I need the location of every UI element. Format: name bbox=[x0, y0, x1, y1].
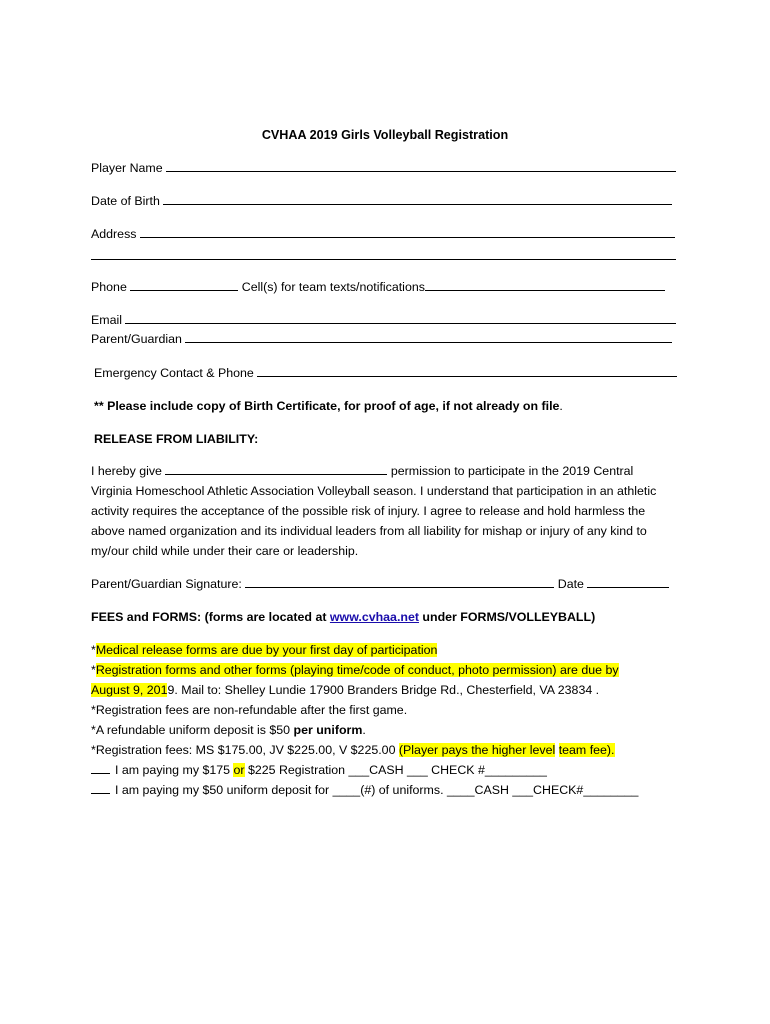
release-give-line bbox=[91, 463, 633, 479]
email-label: Email bbox=[91, 313, 122, 327]
parent-guardian-field bbox=[91, 331, 672, 347]
address-field bbox=[91, 226, 675, 242]
registration-mail-note bbox=[91, 682, 599, 698]
registration-due-date: August 9, 201 bbox=[91, 683, 168, 697]
cells-label: Cell(s) for team texts/notifications bbox=[241, 280, 425, 294]
fees-heading-suffix: under FORMS/VOLLEYBALL) bbox=[418, 610, 596, 624]
release-text-4: my/our child while under their care or leadership. bbox=[91, 544, 359, 558]
child-name-line[interactable] bbox=[165, 463, 387, 475]
date-of-birth-label: Date of Birth bbox=[91, 194, 160, 208]
signature-date-line[interactable] bbox=[587, 576, 669, 588]
birth-certificate-period: . bbox=[559, 399, 563, 413]
give-prefix: I hereby give bbox=[91, 464, 162, 478]
fees-highlight-a: (Player pays the higher level bbox=[398, 743, 556, 757]
registration-payment-row bbox=[91, 762, 547, 778]
player-name-label: Player Name bbox=[91, 161, 163, 175]
birth-certificate-text: ** Please include copy of Birth Certificate, for proof of age, if not already on file bbox=[94, 399, 560, 413]
emergency-contact-label: Emergency Contact & Phone bbox=[94, 366, 254, 380]
signature-label: Parent/Guardian Signature: bbox=[91, 577, 242, 591]
registration-forms-text: Registration forms and other forms (playing time/code of conduct, photo permission) are due by bbox=[95, 663, 619, 677]
parent-guardian-line[interactable] bbox=[185, 331, 672, 343]
phone-field bbox=[91, 279, 665, 295]
registration-fees-note bbox=[91, 742, 615, 758]
release-text-1: Virginia Homeschool Athletic Association Volleyball season. I understand that participation in an athletic bbox=[91, 484, 657, 498]
phone-line[interactable] bbox=[130, 279, 238, 291]
pay-registration-a: I am paying my $175 bbox=[115, 763, 234, 777]
fees-heading-prefix: FEES and FORMS: (forms are located at bbox=[91, 610, 330, 624]
birth-certificate-note bbox=[94, 398, 563, 414]
mail-to-text: 9. Mail to: Shelley Lundie 17900 Branders Bridge Rd., Chesterfield, VA 23834 . bbox=[167, 683, 600, 697]
date-of-birth-line[interactable] bbox=[163, 193, 672, 205]
email-line[interactable] bbox=[125, 312, 676, 324]
player-name-line[interactable] bbox=[166, 160, 676, 172]
cells-line[interactable] bbox=[425, 279, 665, 291]
pay-registration-or: or bbox=[233, 763, 245, 777]
parent-guardian-label: Parent/Guardian bbox=[91, 332, 182, 346]
medical-star: * bbox=[91, 643, 96, 657]
release-heading: RELEASE FROM LIABILITY: bbox=[94, 432, 259, 446]
uniform-deposit-payment-row bbox=[91, 782, 638, 798]
pay-uniform-text: I am paying my $50 uniform deposit for ____(#) of uniforms. ____CASH ___CHECK#________ bbox=[115, 783, 639, 797]
address-line-2[interactable] bbox=[91, 248, 676, 260]
phone-label: Phone bbox=[91, 280, 127, 294]
email-field bbox=[91, 312, 676, 328]
deposit-prefix: *A refundable uniform deposit is $50 bbox=[91, 723, 294, 737]
cvhaa-link[interactable]: www.cvhaa.net bbox=[329, 610, 419, 624]
registration-star: * bbox=[91, 663, 96, 677]
pay-registration-b: $225 Registration ___CASH ___ CHECK #_________ bbox=[244, 763, 547, 777]
give-suffix: permission to participate in the 2019 Central bbox=[390, 464, 634, 478]
deposit-per-uniform: per uniform bbox=[293, 723, 363, 737]
fees-heading bbox=[91, 609, 595, 625]
uniform-deposit-checkbox[interactable] bbox=[91, 782, 110, 794]
medical-release-text: Medical release forms are due by your first day of participation bbox=[95, 643, 438, 657]
deposit-end: . bbox=[362, 723, 366, 737]
date-of-birth-field bbox=[91, 193, 672, 209]
address-label: Address bbox=[91, 227, 137, 241]
registration-payment-checkbox[interactable] bbox=[91, 762, 110, 774]
emergency-contact-line[interactable] bbox=[257, 365, 677, 377]
nonrefundable-note: *Registration fees are non-refundable after the first game. bbox=[91, 703, 408, 717]
signature-line[interactable] bbox=[245, 576, 554, 588]
signature-row bbox=[91, 576, 669, 592]
form-title: CVHAA 2019 Girls Volleyball Registration bbox=[261, 128, 509, 142]
fees-highlight-b: team fee). bbox=[558, 743, 615, 757]
registration-forms-note bbox=[91, 662, 619, 678]
emergency-contact-field bbox=[94, 365, 677, 381]
medical-release-note bbox=[91, 642, 437, 658]
address-field-2 bbox=[91, 248, 676, 264]
release-text-3: above named organization and its individual leaders from all liability for mishap or injury of any kind to bbox=[91, 524, 647, 538]
address-line-1[interactable] bbox=[140, 226, 675, 238]
fees-prefix: *Registration fees: MS $175.00, JV $225.00, V $225.00 bbox=[91, 743, 399, 757]
uniform-deposit-note bbox=[91, 722, 366, 738]
date-label: Date bbox=[557, 577, 584, 591]
release-text-2: activity requires the acceptance of the possible risk of injury. I agree to release and hold harmless the bbox=[91, 504, 646, 518]
player-name-field bbox=[91, 160, 676, 176]
